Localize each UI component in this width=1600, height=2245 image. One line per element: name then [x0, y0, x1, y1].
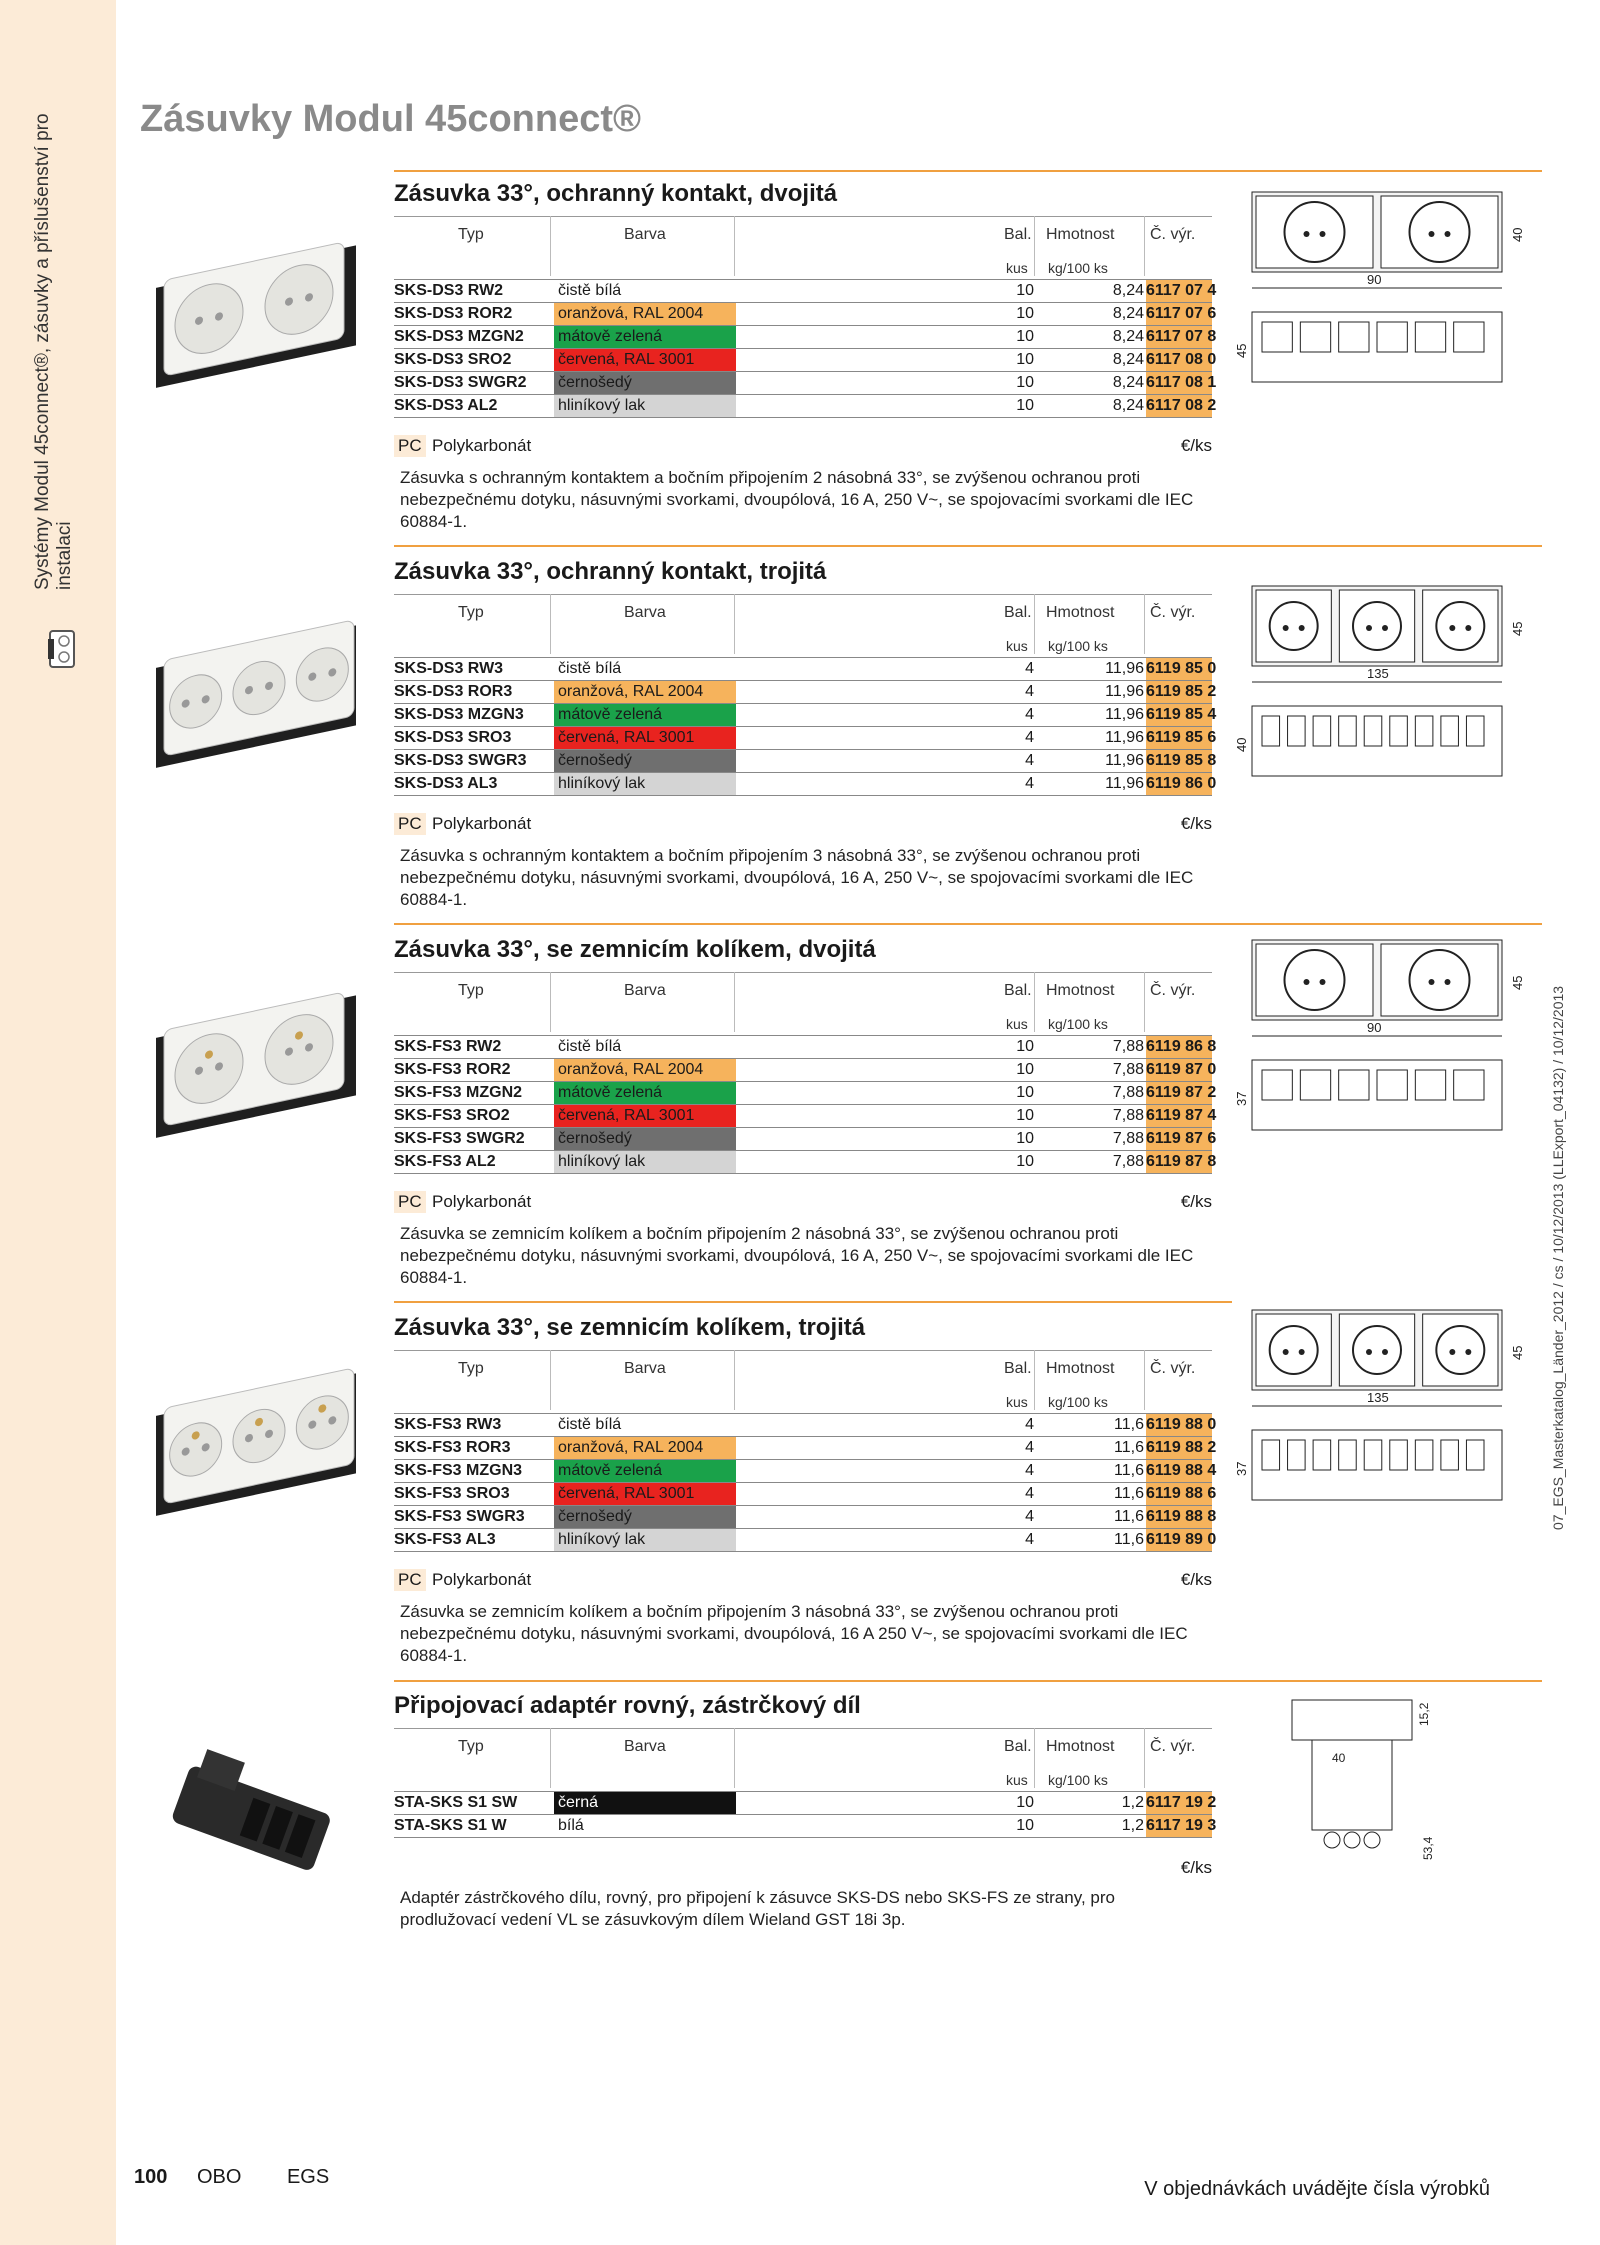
cell-number[interactable]: 6119 88 0: [1146, 1414, 1212, 1436]
table-row[interactable]: [394, 1105, 1217, 1128]
unit-weight: kg/100 ks: [1048, 260, 1108, 276]
cell-color: černá: [554, 1792, 736, 1814]
cell-bal: 4: [1025, 1439, 1034, 1456]
header-number: Č. výr.: [1150, 1738, 1196, 1755]
product-table: [394, 1791, 1217, 1838]
cell-weight: 8,24: [1112, 282, 1144, 299]
socket-photo: [146, 1358, 366, 1518]
cell-weight: 8,24: [1112, 397, 1144, 414]
table-row[interactable]: [394, 1529, 1217, 1552]
header-divider: [1034, 1350, 1035, 1410]
table-row[interactable]: [394, 1128, 1217, 1151]
product-table: [394, 1413, 1217, 1552]
unit-bal: kus: [1006, 1394, 1028, 1410]
sidebar-text: [32, 50, 76, 590]
cell-color: černošedý: [554, 372, 736, 394]
cell-color: mátově zelená: [554, 1460, 736, 1482]
cell-bal: 10: [1016, 1130, 1034, 1147]
header-type: Typ: [458, 226, 484, 243]
cell-number[interactable]: 6117 08 1: [1146, 372, 1212, 394]
cell-number[interactable]: 6119 86 8: [1146, 1036, 1212, 1058]
table-header: [394, 972, 1212, 1032]
table-row[interactable]: [394, 1413, 1217, 1437]
document-code: 07_EGS_Masterkatalog_Länder_2012 / cs / 10/12/2013 (LLExport_04132) / 10/12/2013: [1550, 985, 1566, 1530]
header-divider: [550, 1728, 551, 1788]
cell-type: SKS-DS3 SWGR3: [394, 752, 527, 769]
footer-page-number: 100: [134, 2166, 168, 2188]
unit-bal: kus: [1006, 638, 1028, 654]
product-description: Adaptér zástrčkového dílu, rovný, pro připojení k zásuvce SKS-DS nebo SKS-FS ze strany, pro prodlužovací vedení VL se zásuvkovým dílem Wieland GST 18i 3p.: [400, 1888, 1115, 1929]
header-number: Č. výr.: [1150, 226, 1196, 243]
header-divider: [734, 1350, 735, 1410]
cell-type: SKS-FS3 SRO2: [394, 1107, 510, 1124]
cell-type: SKS-FS3 MZGN3: [394, 1462, 523, 1479]
header-type: Typ: [458, 604, 484, 621]
table-row[interactable]: [394, 773, 1217, 796]
cell-color: hliníkový lak: [554, 1529, 736, 1551]
header-rule: [394, 216, 1212, 217]
cell-type: SKS-DS3 RW2: [394, 282, 504, 299]
price-line: [394, 1857, 1212, 1881]
svg-text:40: 40: [1332, 1751, 1346, 1765]
page-title: Zásuvky Modul 45connect®: [140, 98, 642, 140]
cell-color: červená, RAL 3001: [554, 727, 736, 749]
product-description: Zásuvka s ochranným kontaktem a bočním připojením 3 násobná 33°, se zvýšenou ochranou proti nebezpečnému dotyku, násuvnými svorkami, dvoupólová, 16 A, 250 V~, se spojovacími svorkami dle IEC 60884-1.: [400, 846, 1194, 909]
cell-type: SKS-FS3 RW2: [394, 1038, 502, 1055]
cell-number[interactable]: 6119 87 6: [1146, 1128, 1212, 1150]
cell-number[interactable]: 6119 89 0: [1146, 1529, 1212, 1551]
cell-bal: 4: [1025, 1508, 1034, 1525]
table-row[interactable]: [394, 727, 1217, 750]
svg-text:40: 40: [1234, 737, 1249, 752]
header-divider: [1144, 1350, 1145, 1410]
cell-color: bílá: [554, 1815, 736, 1837]
header-color: Barva: [624, 226, 666, 243]
cell-weight: 11,6: [1114, 1416, 1144, 1433]
header-number: Č. výr.: [1150, 604, 1196, 621]
header-weight: Hmotnost: [1046, 604, 1115, 621]
table-row[interactable]: [394, 1437, 1217, 1460]
cell-bal: 10: [1016, 1038, 1034, 1055]
cell-weight: 11,6: [1114, 1508, 1144, 1525]
header-divider: [550, 594, 551, 654]
table-header: [394, 216, 1212, 276]
cell-weight: 1,2: [1121, 1794, 1144, 1811]
header-bal: Bal.: [1004, 226, 1032, 243]
svg-text:15,2: 15,2: [1417, 1702, 1431, 1726]
cell-bal: 4: [1025, 752, 1034, 769]
cell-type: SKS-FS3 SWGR2: [394, 1130, 525, 1147]
cell-bal: 4: [1025, 660, 1034, 677]
section-title: Připojovací adaptér rovný, zástrčkový díl: [394, 1692, 861, 1719]
svg-text:37: 37: [1234, 1461, 1249, 1476]
svg-text:53,4: 53,4: [1421, 1836, 1435, 1860]
svg-text:45: 45: [1510, 1345, 1525, 1360]
cell-number[interactable]: 6119 87 0: [1146, 1059, 1212, 1081]
cell-weight: 11,96: [1105, 706, 1144, 723]
footer-note: V objednávkách uvádějte čísla výrobků: [1144, 2178, 1490, 2200]
cell-type: SKS-DS3 ROR3: [394, 683, 513, 700]
cell-type: SKS-FS3 SWGR3: [394, 1508, 525, 1525]
cell-color: čistě bílá: [554, 1414, 736, 1436]
cell-type: SKS-FS3 AL3: [394, 1531, 496, 1548]
cell-bal: 4: [1025, 1416, 1034, 1433]
table-row[interactable]: [394, 750, 1217, 773]
cell-bal: 10: [1016, 1107, 1034, 1124]
header-rule: [394, 972, 1212, 973]
material-tag: PC: [394, 435, 426, 457]
svg-text:135: 135: [1367, 666, 1389, 681]
cell-weight: 7,88: [1112, 1038, 1144, 1055]
cell-weight: 11,6: [1114, 1439, 1144, 1456]
unit-weight: kg/100 ks: [1048, 1772, 1108, 1788]
price-unit: €/ks: [1180, 436, 1212, 455]
svg-text:90: 90: [1367, 272, 1382, 287]
cell-type: SKS-FS3 ROR3: [394, 1439, 511, 1456]
material-line: [394, 813, 1212, 837]
header-divider: [1034, 594, 1035, 654]
header-rule: [394, 1728, 1212, 1729]
unit-bal: kus: [1006, 1772, 1028, 1788]
footer-section: EGS: [286, 2166, 330, 2188]
header-divider: [550, 216, 551, 276]
cell-type: SKS-DS3 SRO3: [394, 729, 512, 746]
material-line: [394, 435, 1212, 459]
cell-number[interactable]: 6117 19 2: [1146, 1792, 1212, 1814]
section-title: Zásuvka 33°, se zemnicím kolíkem, dvojitá: [394, 936, 876, 963]
table-row[interactable]: [394, 326, 1217, 349]
cell-number[interactable]: 6117 08 2: [1146, 395, 1212, 417]
cell-number[interactable]: 6119 85 0: [1146, 658, 1212, 680]
header-divider: [1034, 1728, 1035, 1788]
product-description: Zásuvka se zemnicím kolíkem a bočním připojením 2 násobná 33°, se zvýšenou ochranou proti nebezpečnému dotyku, násuvnými svorkami, dvoupólová, 16 A, 250 V~, se spojovacími svorkami dle IEC 60884-1.: [400, 1224, 1194, 1287]
section-title: Zásuvka 33°, se zemnicím kolíkem, trojitá: [394, 1314, 866, 1341]
cell-bal: 10: [1016, 282, 1034, 299]
cell-type: STA-SKS S1 SW: [394, 1794, 518, 1811]
table-row[interactable]: [394, 1035, 1217, 1059]
cell-type: SKS-FS3 MZGN2: [394, 1084, 523, 1101]
cell-weight: 7,88: [1112, 1130, 1144, 1147]
header-type: Typ: [458, 1360, 484, 1377]
cell-number[interactable]: 6119 88 6: [1146, 1483, 1212, 1505]
price-unit: €/ks: [1180, 1858, 1212, 1877]
header-bal: Bal.: [1004, 604, 1032, 621]
header-divider: [1144, 594, 1145, 654]
cell-type: SKS-DS3 SRO2: [394, 351, 512, 368]
technical-drawing: [1232, 1690, 1542, 1930]
svg-text:45: 45: [1234, 343, 1249, 358]
header-color: Barva: [624, 1360, 666, 1377]
cell-type: STA-SKS S1 W: [394, 1817, 507, 1834]
cell-weight: 8,24: [1112, 305, 1144, 322]
material-line: [394, 1569, 1212, 1593]
header-weight: Hmotnost: [1046, 226, 1115, 243]
cell-weight: 7,88: [1112, 1061, 1144, 1078]
footer-brand: OBO: [196, 2166, 242, 2188]
material-line: [394, 1191, 1212, 1215]
table-header: [394, 594, 1212, 654]
cell-weight: 8,24: [1112, 374, 1144, 391]
header-divider: [734, 216, 735, 276]
cell-bal: 10: [1016, 1084, 1034, 1101]
unit-weight: kg/100 ks: [1048, 1394, 1108, 1410]
cell-weight: 1,2: [1121, 1817, 1144, 1834]
product-description: Zásuvka se zemnicím kolíkem a bočním připojením 3 násobná 33°, se zvýšenou ochranou proti nebezpečnému dotyku, násuvnými svorkami, dvoupólová, 16 A 250 V~, se spojovacími svorkami dle IEC 60884-1.: [400, 1602, 1188, 1665]
table-row[interactable]: [394, 704, 1217, 727]
price-unit: €/ks: [1180, 1570, 1212, 1589]
technical-drawing: [1232, 1300, 1542, 1540]
section-divider: [394, 170, 1542, 172]
cell-weight: 8,24: [1112, 328, 1144, 345]
material-tag: PC: [394, 1191, 426, 1213]
table-row[interactable]: [394, 1151, 1217, 1174]
table-row[interactable]: [394, 349, 1217, 372]
socket-photo: [146, 230, 366, 390]
header-divider: [734, 594, 735, 654]
cell-number[interactable]: 6117 08 0: [1146, 349, 1212, 371]
product-table: [394, 1035, 1217, 1174]
header-divider: [734, 1728, 735, 1788]
cell-bal: 10: [1016, 1817, 1034, 1834]
svg-text:90: 90: [1367, 1020, 1382, 1035]
svg-text:40: 40: [1510, 227, 1525, 242]
cell-type: SKS-DS3 AL3: [394, 775, 498, 792]
cell-color: čistě bílá: [554, 280, 736, 302]
cell-number[interactable]: 6119 88 4: [1146, 1460, 1212, 1482]
unit-bal: kus: [1006, 260, 1028, 276]
table-header: [394, 1350, 1212, 1410]
table-row[interactable]: [394, 1506, 1217, 1529]
cell-weight: 7,88: [1112, 1153, 1144, 1170]
section-divider: [394, 923, 1542, 925]
cell-bal: 4: [1025, 775, 1034, 792]
cell-bal: 4: [1025, 1531, 1034, 1548]
cell-color: oranžová, RAL 2004: [554, 681, 736, 703]
cell-bal: 4: [1025, 683, 1034, 700]
socket-photo: [146, 980, 366, 1140]
cell-type: SKS-DS3 MZGN3: [394, 706, 524, 723]
cell-type: SKS-DS3 AL2: [394, 397, 498, 414]
cell-type: SKS-FS3 ROR2: [394, 1061, 511, 1078]
cell-bal: 4: [1025, 729, 1034, 746]
cell-bal: 10: [1016, 1153, 1034, 1170]
header-weight: Hmotnost: [1046, 982, 1115, 999]
cell-color: oranžová, RAL 2004: [554, 1059, 736, 1081]
cell-weight: 11,96: [1105, 683, 1144, 700]
svg-text:45: 45: [1510, 975, 1525, 990]
cell-weight: 11,96: [1105, 752, 1144, 769]
header-type: Typ: [458, 1738, 484, 1755]
material-tag: PC: [394, 813, 426, 835]
cell-color: černošedý: [554, 1128, 736, 1150]
table-row[interactable]: [394, 1483, 1217, 1506]
cell-weight: 11,6: [1114, 1462, 1144, 1479]
table-header: [394, 1728, 1212, 1788]
material-name: Polykarbonát: [432, 814, 532, 833]
header-bal: Bal.: [1004, 1738, 1032, 1755]
table-row[interactable]: [394, 1460, 1217, 1483]
cell-bal: 4: [1025, 1462, 1034, 1479]
cell-number[interactable]: 6117 07 6: [1146, 303, 1212, 325]
table-row[interactable]: [394, 657, 1217, 681]
header-number: Č. výr.: [1150, 982, 1196, 999]
cell-color: čistě bílá: [554, 1036, 736, 1058]
cell-color: čistě bílá: [554, 658, 736, 680]
cell-bal: 10: [1016, 1061, 1034, 1078]
cell-type: SKS-FS3 AL2: [394, 1153, 496, 1170]
cell-type: SKS-DS3 SWGR2: [394, 374, 527, 391]
header-divider: [550, 1350, 551, 1410]
header-rule: [394, 1350, 1212, 1351]
cell-weight: 11,6: [1114, 1531, 1144, 1548]
section-title: Zásuvka 33°, ochranný kontakt, trojitá: [394, 558, 827, 585]
header-divider: [1144, 972, 1145, 1032]
section-title: Zásuvka 33°, ochranný kontakt, dvojitá: [394, 180, 838, 207]
cell-bal: 10: [1016, 328, 1034, 345]
header-divider: [1034, 972, 1035, 1032]
cell-type: SKS-DS3 RW3: [394, 660, 504, 677]
cell-bal: 10: [1016, 374, 1034, 391]
unit-bal: kus: [1006, 1016, 1028, 1032]
table-row[interactable]: [394, 1815, 1217, 1838]
header-color: Barva: [624, 1738, 666, 1755]
header-divider: [1034, 216, 1035, 276]
price-unit: €/ks: [1180, 814, 1212, 833]
product-table: [394, 657, 1217, 796]
cell-color: červená, RAL 3001: [554, 1105, 736, 1127]
cell-bal: 10: [1016, 397, 1034, 414]
product-description: Zásuvka s ochranným kontaktem a bočním připojením 2 násobná 33°, se zvýšenou ochranou proti nebezpečnému dotyku, násuvnými svorkami, dvoupólová, 16 A, 250 V~, se spojovacími svorkami dle IEC 60884-1.: [400, 468, 1194, 531]
header-weight: Hmotnost: [1046, 1738, 1115, 1755]
table-row[interactable]: [394, 395, 1217, 418]
cell-weight: 7,88: [1112, 1107, 1144, 1124]
cell-color: mátově zelená: [554, 326, 736, 348]
footer: [134, 2166, 329, 2189]
header-divider: [1144, 216, 1145, 276]
adapter-photo: [146, 1740, 366, 1900]
cell-color: červená, RAL 3001: [554, 1483, 736, 1505]
cell-color: mátově zelená: [554, 704, 736, 726]
unit-weight: kg/100 ks: [1048, 1016, 1108, 1032]
cell-number[interactable]: 6119 85 4: [1146, 704, 1212, 726]
table-row[interactable]: [394, 1059, 1217, 1082]
cell-number[interactable]: 6117 07 8: [1146, 326, 1212, 348]
cell-number[interactable]: 6119 87 2: [1146, 1082, 1212, 1104]
technical-drawing: [1232, 576, 1542, 816]
table-row[interactable]: [394, 1791, 1217, 1815]
cell-number[interactable]: 6117 19 3: [1146, 1815, 1212, 1837]
cell-weight: 11,96: [1105, 775, 1144, 792]
cell-color: hliníkový lak: [554, 395, 736, 417]
cell-bal: 10: [1016, 305, 1034, 322]
cell-color: černošedý: [554, 1506, 736, 1528]
cell-weight: 7,88: [1112, 1084, 1144, 1101]
cell-color: oranžová, RAL 2004: [554, 1437, 736, 1459]
cell-number[interactable]: 6119 87 4: [1146, 1105, 1212, 1127]
cell-bal: 4: [1025, 706, 1034, 723]
cell-color: oranžová, RAL 2004: [554, 303, 736, 325]
material-name: Polykarbonát: [432, 1570, 532, 1589]
section-divider: [394, 545, 1542, 547]
cell-number[interactable]: 6119 87 8: [1146, 1151, 1212, 1173]
cell-color: hliníkový lak: [554, 1151, 736, 1173]
header-divider: [1144, 1728, 1145, 1788]
socket-module-icon: [48, 625, 78, 673]
cell-type: SKS-FS3 SRO3: [394, 1485, 510, 1502]
table-row[interactable]: [394, 303, 1217, 326]
header-type: Typ: [458, 982, 484, 999]
unit-weight: kg/100 ks: [1048, 638, 1108, 654]
material-tag: PC: [394, 1569, 426, 1591]
cell-number[interactable]: 6119 88 8: [1146, 1506, 1212, 1528]
cell-weight: 8,24: [1112, 351, 1144, 368]
header-bal: Bal.: [1004, 1360, 1032, 1377]
material-name: Polykarbonát: [432, 1192, 532, 1211]
header-color: Barva: [624, 982, 666, 999]
cell-color: červená, RAL 3001: [554, 349, 736, 371]
table-row[interactable]: [394, 279, 1217, 303]
cell-type: SKS-FS3 RW3: [394, 1416, 502, 1433]
header-number: Č. výr.: [1150, 1360, 1196, 1377]
technical-drawing: [1232, 182, 1542, 422]
product-table: [394, 279, 1217, 418]
table-row[interactable]: [394, 372, 1217, 395]
cell-color: hliníkový lak: [554, 773, 736, 795]
cell-weight: 11,96: [1105, 729, 1144, 746]
cell-number[interactable]: 6119 85 8: [1146, 750, 1212, 772]
sidebar-caption: Systémy Modul 45connect®, zásuvky a příslušenství pro instalaci: [32, 113, 75, 590]
cell-bal: 10: [1016, 351, 1034, 368]
cell-number[interactable]: 6119 85 6: [1146, 727, 1212, 749]
header-rule: [394, 594, 1212, 595]
sidebar: [0, 0, 116, 2245]
material-name: Polykarbonát: [432, 436, 532, 455]
cell-number[interactable]: 6119 88 2: [1146, 1437, 1212, 1459]
header-divider: [734, 972, 735, 1032]
cell-color: mátově zelená: [554, 1082, 736, 1104]
svg-text:135: 135: [1367, 1390, 1389, 1405]
cell-bal: 4: [1025, 1485, 1034, 1502]
header-weight: Hmotnost: [1046, 1360, 1115, 1377]
cell-weight: 11,6: [1114, 1485, 1144, 1502]
header-color: Barva: [624, 604, 666, 621]
cell-color: černošedý: [554, 750, 736, 772]
header-bal: Bal.: [1004, 982, 1032, 999]
price-unit: €/ks: [1180, 1192, 1212, 1211]
table-row[interactable]: [394, 681, 1217, 704]
cell-weight: 11,96: [1105, 660, 1144, 677]
section-divider: [394, 1680, 1542, 1682]
cell-number[interactable]: 6117 07 4: [1146, 280, 1212, 302]
technical-drawing: [1232, 930, 1542, 1170]
cell-number[interactable]: 6119 86 0: [1146, 773, 1212, 795]
svg-text:45: 45: [1510, 621, 1525, 636]
cell-bal: 10: [1016, 1794, 1034, 1811]
svg-text:37: 37: [1234, 1091, 1249, 1106]
table-row[interactable]: [394, 1082, 1217, 1105]
cell-type: SKS-DS3 ROR2: [394, 305, 513, 322]
header-divider: [550, 972, 551, 1032]
socket-photo: [146, 610, 366, 770]
cell-number[interactable]: 6119 85 2: [1146, 681, 1212, 703]
cell-type: SKS-DS3 MZGN2: [394, 328, 524, 345]
